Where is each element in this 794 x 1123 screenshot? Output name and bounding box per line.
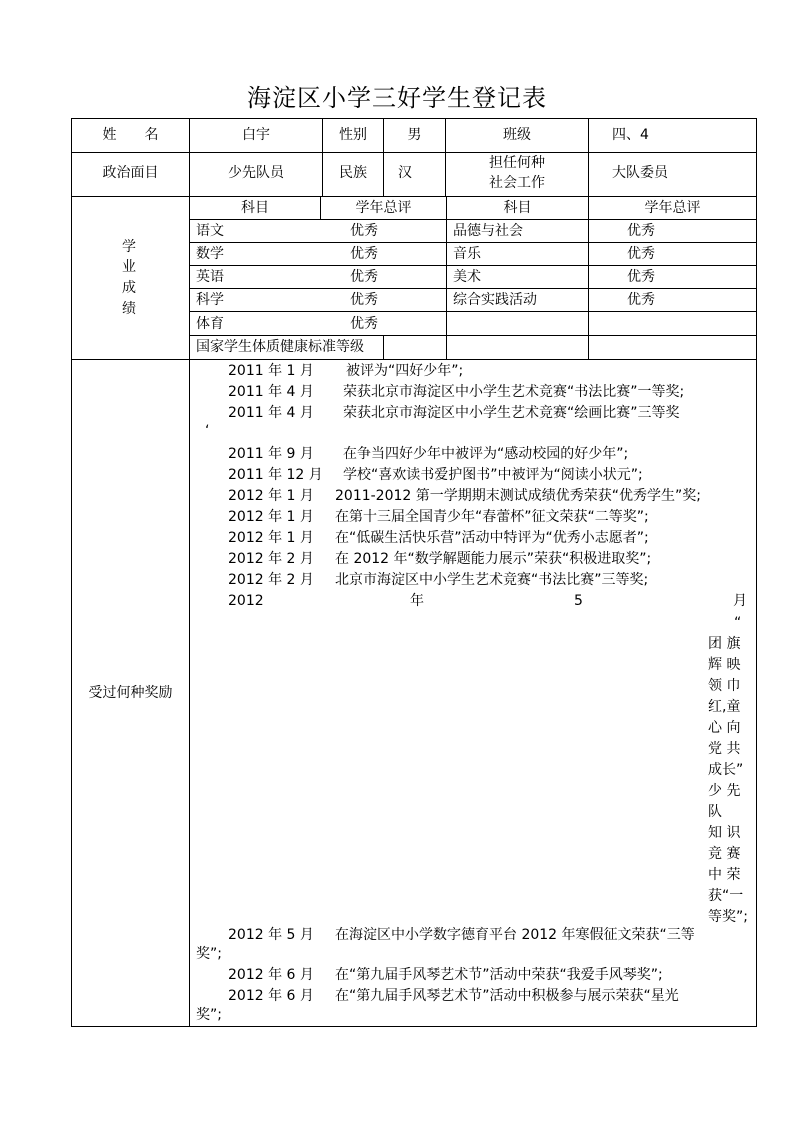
academics-label-1: 学 (122, 239, 136, 255)
subject-right: 美术 (453, 269, 481, 285)
award-vertical-line: 获“一 (708, 888, 744, 904)
subject-left: 科学 (196, 292, 224, 308)
award-vertical-line: 红,童 (708, 699, 741, 715)
subject-right: 品德与社会 (453, 223, 523, 239)
subject-right: 综合实践活动 (453, 292, 537, 308)
class-label: 班级 (503, 127, 531, 143)
eval-right: 优秀 (627, 246, 655, 262)
eval-right: 优秀 (627, 223, 655, 239)
award-vertical-line: “ (734, 615, 742, 631)
award-text: 在“低碳生活快乐营”活动中特评为“优秀小志愿者”; (335, 530, 649, 546)
award-text-cont: 奖”; (196, 946, 222, 962)
award-text: 在 2012 年“数学解题能力展示”荣获“积极进取奖”; (335, 551, 652, 567)
award-date: 2012 年 6 月 (228, 988, 314, 1004)
award-date-year: 2012 (228, 593, 264, 609)
award-text: 荣获北京市海淀区中小学生艺术竞赛“绘画比赛”三等奖 (343, 405, 680, 421)
award-text: 在海淀区中小学数字德育平台 2012 年寒假征文荣获“三等 (335, 927, 695, 943)
award-vertical-line: 等奖”; (708, 909, 748, 925)
duty-label-2: 社会工作 (489, 175, 545, 191)
political-label: 政治面目 (102, 165, 159, 181)
academics-label-4: 绩 (122, 301, 136, 317)
award-text: 在争当四好少年中被评为“感动校园的好少年”; (343, 446, 629, 462)
ethnic-label: 民族 (339, 165, 367, 181)
eval-left: 优秀 (350, 223, 378, 239)
class-value: 四、4 (612, 127, 649, 143)
eval-right: 优秀 (627, 269, 655, 285)
award-vertical-line: 中 荣 (708, 867, 741, 883)
col-eval-left: 学年总评 (355, 200, 412, 216)
award-text: 荣获北京市海淀区中小学生艺术竞赛“书法比赛”一等奖; (343, 384, 685, 400)
award-date: 2011 年 12 月 (228, 467, 323, 483)
award-date: 2011 年 4 月 (228, 384, 314, 400)
award-vertical-line: 成长” (708, 762, 744, 778)
academics-label-3: 成 (122, 280, 136, 296)
award-text: ‘ (205, 423, 210, 439)
award-text: 学校“喜欢读书爱护图书”中被评为“阅读小状元”; (343, 467, 643, 483)
award-vertical-line: 党 共 (708, 741, 741, 757)
award-text: 在“第九届手风琴艺术节”活动中积极参与展示荣获“星光 (335, 988, 679, 1004)
award-vertical-line: 团 旗 (708, 636, 741, 652)
col-subject-right: 科目 (503, 200, 532, 216)
subject-left: 语文 (196, 223, 224, 239)
award-date: 2011 年 9 月 (228, 446, 314, 462)
gender-label: 性别 (339, 127, 367, 143)
award-text: 在“第九届手风琴艺术节”活动中荣获“我爱手风琴奖”; (335, 967, 663, 983)
duty-value: 大队委员 (612, 165, 668, 181)
award-text-cont: 奖”; (196, 1007, 222, 1023)
award-date: 2012 年 2 月 (228, 572, 314, 588)
duty-label-1: 担任何种 (489, 155, 545, 171)
ethnic-value: 汉 (398, 165, 412, 181)
award-text: 被评为“四好少年”; (346, 363, 464, 379)
award-date: 2011 年 1 月 (228, 363, 314, 379)
award-date: 2012 年 5 月 (228, 927, 314, 943)
subject-left: 体育 (196, 316, 224, 332)
subject-left: 英语 (196, 269, 224, 285)
award-date: 2012 年 1 月 (228, 488, 314, 504)
col-eval-right: 学年总评 (644, 200, 701, 216)
gender-value: 男 (407, 127, 422, 143)
award-vertical-line: 少 先 (708, 783, 741, 799)
award-date: 2012 年 1 月 (228, 509, 314, 525)
awards-label: 受过何种奖励 (88, 685, 173, 701)
award-date: 2012 年 2 月 (228, 551, 314, 567)
fitness-label: 国家学生体质健康标准等级 (196, 339, 364, 355)
award-date: 2011 年 4 月 (228, 405, 314, 421)
name-label: 姓 名 (102, 127, 159, 143)
eval-left: 优秀 (350, 316, 378, 332)
award-vertical-line: 心 向 (708, 720, 741, 736)
page-title: 海淀区小学三好学生登记表 (247, 84, 547, 112)
award-vertical-line: 领 巾 (708, 678, 741, 694)
eval-left: 优秀 (350, 269, 378, 285)
eval-right: 优秀 (627, 292, 655, 308)
award-vertical-line: 知 识 (708, 825, 741, 841)
subject-right: 音乐 (453, 246, 481, 262)
award-text: 在第十三届全国青少年“春蕾杯”征文荣获“二等奖”; (335, 509, 649, 525)
award-date: 2012 年 1 月 (228, 530, 314, 546)
eval-left: 优秀 (350, 246, 378, 262)
subject-left: 数学 (196, 246, 224, 262)
award-date-yue: 月 (733, 593, 747, 609)
academics-label-2: 业 (122, 259, 136, 275)
award-vertical-line: 辉 映 (708, 657, 741, 673)
political-value: 少先队员 (228, 165, 284, 181)
award-text: 2011-2012 第一学期期末测试成绩优秀荣获“优秀学生”奖; (335, 488, 701, 504)
award-text: 北京市海淀区中小学生艺术竞赛“书法比赛”三等奖; (335, 572, 649, 588)
award-date-month: 5 (574, 593, 583, 609)
award-date: 2012 年 6 月 (228, 967, 314, 983)
col-subject-left: 科目 (241, 200, 269, 216)
award-vertical-line: 队 (708, 804, 722, 820)
award-date-nian: 年 (410, 593, 424, 609)
eval-left: 优秀 (350, 292, 378, 308)
award-vertical-line: 竞 赛 (708, 846, 741, 862)
name-value: 白宇 (242, 127, 270, 143)
